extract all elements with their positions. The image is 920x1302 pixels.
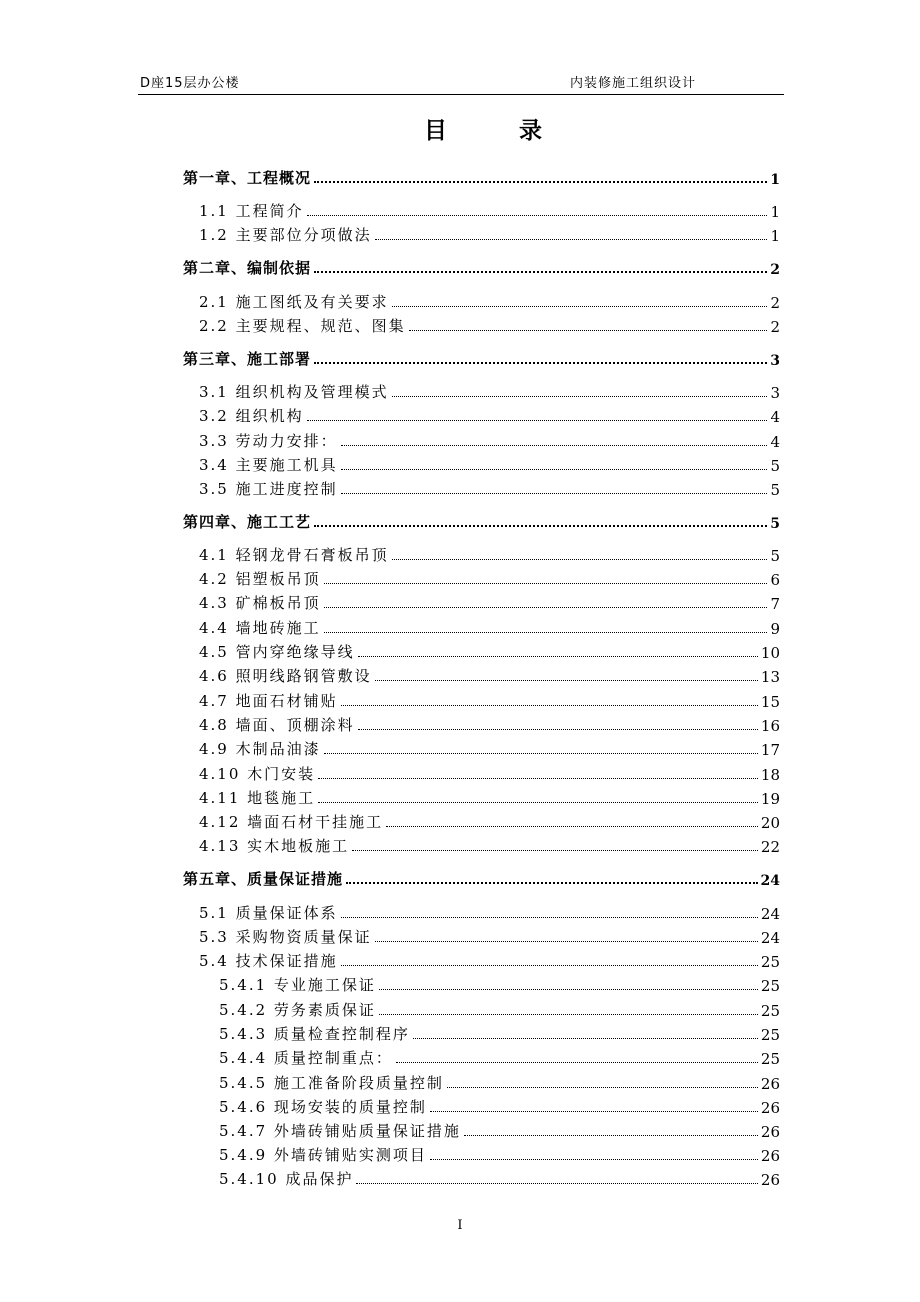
toc-entry-label: 4.5 管内穿绝缘导线 [199,643,355,661]
toc-entry-label: 2.2 主要规程、规范、图集 [199,317,406,335]
toc-dot-leader [318,778,758,779]
toc-entry-page: 2 [770,294,780,312]
toc-entry[interactable] [199,901,780,923]
toc-dot-leader [341,493,768,494]
toc-entry-label: 4.10 木门安装 [199,765,316,783]
toc-dot-leader [392,396,768,397]
toc-entry-label: 4.3 矿棉板吊顶 [199,594,321,612]
toc-entry-page: 6 [770,571,780,589]
toc-entry[interactable] [199,786,780,808]
toc-entry-label: 5.4.5 施工准备阶段质量控制 [219,1074,444,1092]
toc-entry[interactable] [219,1095,780,1117]
toc-dot-leader [324,583,768,584]
toc-entry[interactable] [199,543,780,565]
toc-dot-leader [307,420,768,421]
toc-entry-page: 15 [760,693,780,711]
toc-entry-label: 5.4 技术保证措施 [199,952,338,970]
toc-entry-label: 3.2 组织机构 [199,407,304,425]
toc-dot-leader [324,607,768,608]
toc-entry-label: 4.6 照明线路钢管敷设 [199,667,372,685]
toc-entry-page: 5 [770,516,780,532]
toc-entry-page: 3 [770,353,780,369]
toc-entry-page: 9 [770,620,780,638]
toc-entry-page: 13 [760,668,780,686]
toc-entry-page: 25 [760,1050,780,1068]
toc-dot-leader [341,917,758,918]
toc-entry[interactable] [199,925,780,947]
toc-entry-page: 10 [760,644,780,662]
toc-entry-page: 1 [770,203,780,221]
toc-entry-page: 22 [760,838,780,856]
toc-entry-label: 4.2 铝塑板吊顶 [199,570,321,588]
toc-entry[interactable] [219,1167,780,1189]
toc-entry-page: 25 [760,977,780,995]
toc-chapter-entry[interactable] [183,256,780,278]
toc-entry-label: 1.2 主要部位分项做法 [199,226,372,244]
toc-entry-page: 19 [760,790,780,808]
page-number: I [457,1218,463,1233]
toc-entry[interactable] [219,973,780,995]
toc-entry-label: 第一章、工程概况 [183,169,312,187]
toc-dot-leader [318,802,758,803]
toc-dot-leader [324,632,768,633]
toc-entry-page: 25 [760,1002,780,1020]
toc-dot-leader [314,181,767,183]
toc-entry[interactable] [199,834,780,856]
toc-entry-label: 5.1 质量保证体系 [199,904,338,922]
toc-entry-label: 1.1 工程简介 [199,202,304,220]
toc-entry-label: 4.9 木制品油漆 [199,740,321,758]
toc-dot-leader [413,1038,758,1039]
toc-entry-label: 4.12 墙面石材干挂施工 [199,813,384,831]
toc-entry-page: 5 [770,481,780,499]
toc-entry[interactable] [199,223,780,245]
toc-entry-label: 5.4.9 外墙砖铺贴实测项目 [219,1146,427,1164]
toc-dot-leader [358,729,758,730]
toc-dot-leader [464,1135,758,1136]
toc-entry-label: 4.11 地毯施工 [199,789,316,807]
toc-entry-label: 3.1 组织机构及管理模式 [199,383,389,401]
toc-entry[interactable] [199,713,780,735]
toc-entry-page: 26 [760,1075,780,1093]
toc-entry[interactable] [219,1022,780,1044]
toc-entry-page: 24 [760,905,780,923]
toc-dot-leader [386,826,758,827]
toc-entry[interactable] [199,640,780,662]
toc-dot-leader [409,330,768,331]
toc-entry-page: 3 [770,384,780,402]
title-part-1: 目 [424,118,447,144]
toc-entry[interactable] [199,380,780,402]
toc-dot-leader [375,941,758,942]
toc-entry-page: 24 [760,929,780,947]
toc-dot-leader [379,989,758,990]
toc-entry-page: 16 [760,717,780,735]
toc-dot-leader [314,525,767,527]
toc-entry-page: 26 [760,1123,780,1141]
toc-entry-label: 3.4 主要施工机具 [199,456,338,474]
toc-entry-page: 7 [770,595,780,613]
toc-dot-leader [375,680,758,681]
toc-entry-label: 5.4.6 现场安装的质量控制 [219,1098,427,1116]
toc-dot-leader [358,656,758,657]
toc-entry-page: 4 [770,433,780,451]
toc-entry[interactable] [199,429,780,451]
toc-entry[interactable] [199,404,780,426]
title-part-2: 录 [519,118,542,144]
toc-dot-leader [396,1062,758,1063]
toc-dot-leader [352,850,758,851]
toc-entry-page: 1 [770,172,780,188]
toc-entry-page: 2 [770,318,780,336]
toc-entry-label: 第三章、施工部署 [183,350,312,368]
toc-entry-page: 20 [760,814,780,832]
toc-entry-label: 第五章、质量保证措施 [183,870,344,888]
toc-dot-leader [341,705,758,706]
toc-entry[interactable] [199,314,780,336]
toc-dot-leader [341,445,768,446]
toc-entry-label: 4.8 墙面、顶棚涂料 [199,716,355,734]
toc-dot-leader [392,306,768,307]
toc-entry[interactable] [199,810,780,832]
toc-dot-leader [346,882,758,884]
toc-entry[interactable] [199,949,780,971]
toc-dot-leader [447,1087,758,1088]
toc-entry-page: 25 [760,1026,780,1044]
toc-entry-label: 5.3 采购物资质量保证 [199,928,372,946]
toc-entry[interactable] [199,199,780,221]
toc-dot-leader [324,753,758,754]
toc-entry[interactable] [219,1143,780,1165]
header-left-text: D座15层办公楼 [140,76,240,91]
toc-entry-page: 26 [760,1171,780,1189]
toc-entry-label: 4.1 轻钢龙骨石膏板吊顶 [199,546,389,564]
toc-entry-label: 5.4.7 外墙砖铺贴质量保证措施 [219,1122,461,1140]
toc-entry-label: 4.13 实木地板施工 [199,837,350,855]
toc-entry[interactable] [199,477,780,499]
toc-entry-label: 4.4 墙地砖施工 [199,619,321,637]
toc-entry[interactable] [199,762,780,784]
toc-dot-leader [375,239,768,240]
toc-entry-label: 3.3 劳动力安排： [199,432,338,450]
toc-entry-label: 5.4.4 质量控制重点： [219,1049,393,1067]
toc-entry-label: 3.5 施工进度控制 [199,480,338,498]
toc-entry[interactable] [199,591,780,613]
toc-entry-page: 5 [770,547,780,565]
toc-entry-label: 5.4.2 劳务素质保证 [219,1001,376,1019]
toc-dot-leader [430,1111,758,1112]
toc-entry-page: 5 [770,457,780,475]
toc-entry[interactable] [199,290,780,312]
toc-entry-label: 5.4.1 专业施工保证 [219,976,376,994]
toc-entry-page: 26 [760,1147,780,1165]
toc-entry-page: 24 [760,873,780,889]
toc-dot-leader [341,469,768,470]
toc-entry[interactable] [199,689,780,711]
toc-chapter-entry[interactable] [183,867,780,889]
toc-entry-page: 25 [760,953,780,971]
toc-entry-label: 4.7 地面石材铺贴 [199,692,338,710]
toc-entry-label: 2.1 施工图纸及有关要求 [199,293,389,311]
toc-entry[interactable] [199,453,780,475]
toc-dot-leader [314,271,767,273]
toc-chapter-entry[interactable] [183,510,780,532]
toc-dot-leader [430,1159,758,1160]
page-header [138,70,784,95]
toc-entry-page: 26 [760,1099,780,1117]
toc-entry-page: 4 [770,408,780,426]
toc-dot-leader [392,559,768,560]
toc-entry-label: 5.4.10 成品保护 [219,1170,354,1188]
toc-entry-label: 第二章、编制依据 [183,259,312,277]
toc-chapter-entry[interactable] [183,347,780,369]
toc-entry-page: 17 [760,741,780,759]
header-right-text: 内装修施工组织设计 [570,76,697,91]
toc-entry-page: 18 [760,766,780,784]
toc-entry[interactable] [199,616,780,638]
toc-entry[interactable] [199,664,780,686]
toc-entry-label: 第四章、施工工艺 [183,513,312,531]
toc-entry[interactable] [219,1071,780,1093]
toc-entry[interactable] [219,1119,780,1141]
toc-dot-leader [341,965,758,966]
toc-dot-leader [356,1183,757,1184]
toc-entry[interactable] [219,998,780,1020]
toc-entry[interactable] [219,1046,780,1068]
toc-dot-leader [314,362,767,364]
toc-dot-leader [307,215,768,216]
toc-entry-page: 1 [770,227,780,245]
toc-entry-label: 5.4.3 质量检查控制程序 [219,1025,410,1043]
toc-chapter-entry[interactable] [183,166,780,188]
toc-entry[interactable] [199,567,780,589]
toc-dot-leader [379,1014,758,1015]
toc-entry[interactable] [199,737,780,759]
toc-entry-page: 2 [770,262,780,278]
